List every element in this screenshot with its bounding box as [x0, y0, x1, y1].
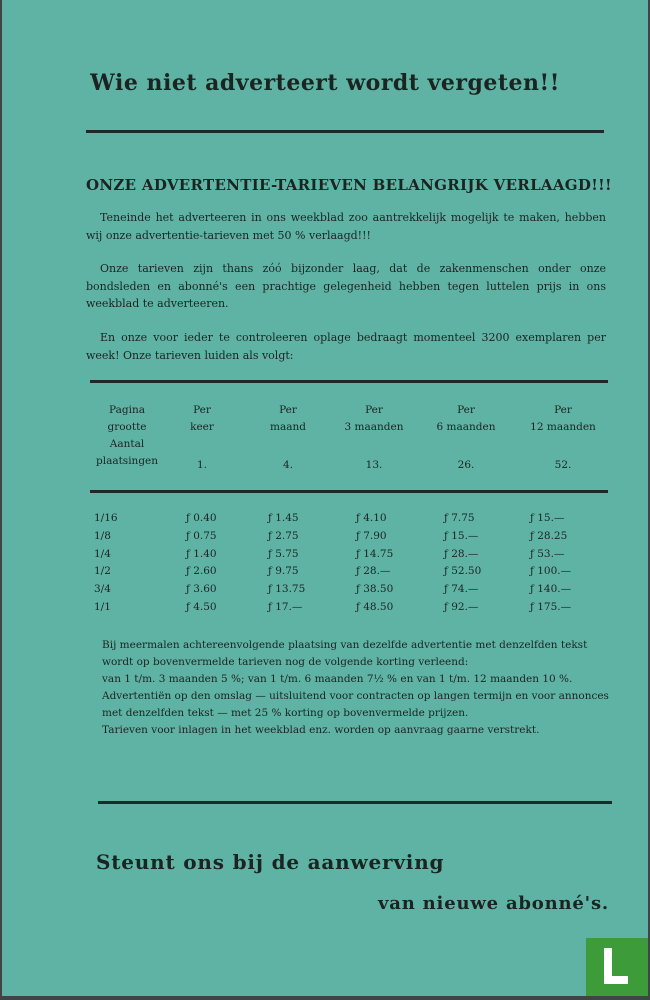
intro-paragraph-3 — [86, 329, 606, 364]
header-col-4-per: Per — [457, 404, 475, 416]
header-col-5-per: Per — [554, 404, 572, 416]
price-cell: ƒ 7.90 — [356, 529, 387, 542]
count-col-5: 52. — [554, 459, 572, 471]
count-col-2: 4. — [282, 459, 294, 471]
header-col-4-period: 6 maanden — [436, 421, 496, 433]
price-cell: ƒ 1.45 — [268, 512, 299, 524]
header-col-1-period: keer — [190, 421, 214, 433]
price-cell: ƒ 5.75 — [268, 547, 299, 560]
count-col-4: 26. — [457, 459, 475, 471]
footer-line-2: van nieuwe abonné's. — [378, 893, 609, 914]
header-row-label — [94, 402, 160, 470]
logo-letter-l — [604, 948, 628, 984]
header-grootte: grootte — [107, 421, 147, 433]
header-col-1 — [170, 402, 234, 436]
price-cell: ƒ 28.25 — [530, 529, 568, 542]
price-cell: ƒ 74.— — [444, 583, 479, 596]
page-size-cell: 1/4 — [94, 547, 111, 560]
header-col-2 — [256, 402, 320, 436]
price-cell: ƒ 28.— — [444, 547, 479, 560]
price-cell: ƒ 3.60 — [186, 583, 217, 596]
page-size-cell: 3/4 — [94, 583, 111, 596]
header-col-4 — [428, 402, 504, 436]
price-cell: ƒ 4.50 — [186, 601, 217, 613]
price-cell: ƒ 14.75 — [356, 547, 394, 560]
intro-paragraph-2-text: Onze tarieven zijn thans zóó bijzonder laag, dat de zakenmenschen onder onze bondsleden en abonné's een prachtige gelegenheid hebben tegen luttelen prijs in ons weekblad te adverteeren. — [86, 262, 606, 310]
section-title: ONZE ADVERTENTIE-TARIEVEN BELANGRIJK VERLAAGD!!! — [86, 176, 612, 194]
price-cell: ƒ 15.— — [530, 512, 565, 524]
price-cell: ƒ 2.75 — [268, 529, 299, 542]
header-col-3-period: 3 maanden — [344, 421, 404, 433]
price-cell: ƒ 53.— — [530, 547, 565, 560]
header-col-1-per: Per — [193, 404, 211, 416]
table-top-rule — [90, 380, 608, 383]
header-col-3-per: Per — [365, 404, 383, 416]
price-cell: ƒ 48.50 — [356, 601, 394, 613]
page-size-cell: 1/1 — [94, 601, 111, 613]
bottom-divider — [98, 801, 612, 804]
table-header-rule — [90, 490, 608, 493]
logo-icon — [586, 938, 648, 996]
headline: Wie niet adverteert wordt vergeten!! — [90, 70, 560, 96]
header-col-5-period: 12 maanden — [530, 421, 596, 433]
price-cell: ƒ 92.— — [444, 601, 479, 613]
header-plaatsingen: plaatsingen — [95, 455, 159, 467]
price-cell: ƒ 140.— — [530, 583, 572, 596]
price-cell: ƒ 38.50 — [356, 583, 394, 596]
header-col-3 — [338, 402, 410, 436]
count-col-3: 13. — [365, 459, 383, 471]
price-cell: ƒ 7.75 — [444, 512, 475, 524]
price-cell: ƒ 0.75 — [186, 529, 217, 542]
header-col-5 — [522, 402, 604, 436]
note-cover-ads: Advertentiën op den omslag — uitsluitend voor contracten op langen termijn en voor annonces met denzelfden tekst — met 25 % korting op bovenvermelde prijzen. — [102, 690, 609, 719]
footer-line-1: Steunt ons bij de aanwerving — [96, 850, 445, 874]
price-cell: ƒ 0.40 — [186, 512, 217, 524]
intro-paragraph-2 — [86, 260, 606, 313]
note-inserts: Tarieven voor inlagen in het weekblad enz. worden op aanvraag gaarne verstrekt. — [102, 724, 540, 736]
header-col-2-period: maand — [270, 421, 306, 433]
note-discount-levels: van 1 t/m. 3 maanden 5 %; van 1 t/m. 6 maanden 7½ % en van 1 t/m. 12 maanden 10 %. — [102, 673, 573, 685]
header-pagina: Pagina — [109, 404, 145, 416]
intro-paragraph-1 — [86, 209, 606, 244]
advertisement-page — [2, 0, 648, 996]
top-divider — [86, 130, 604, 133]
count-col-1: 1. — [196, 459, 208, 471]
intro-paragraph-3-text: En onze voor ieder te controleeren oplage bedraagt momenteel 3200 exemplaren per week! Onze tarieven luiden als volgt: — [86, 331, 606, 362]
price-cell: ƒ 15.— — [444, 529, 479, 542]
price-cell: ƒ 28.— — [356, 565, 391, 578]
price-cell: ƒ 13.75 — [268, 583, 306, 596]
intro-paragraph-1-text: Teneinde het adverteeren in ons weekblad zoo aantrekkelijk mogelijk te maken, hebben wij onze advertentie-tarieven met 50 % verlaagd!!! — [86, 211, 606, 242]
page-size-cell: 1/2 — [94, 565, 111, 578]
note-repeat-placement: Bij meermalen achtereenvolgende plaatsing van dezelfde advertentie met denzelfden tekst wordt op bovenvermelde tarieven nog de volgende korting verleend: — [102, 639, 588, 668]
header-col-2-per: Per — [279, 404, 297, 416]
price-cell: ƒ 9.75 — [268, 565, 299, 578]
price-cell: ƒ 1.40 — [186, 547, 217, 560]
price-cell: ƒ 17.— — [268, 601, 303, 613]
header-aantal: Aantal — [109, 438, 145, 450]
price-cell: ƒ 2.60 — [186, 565, 217, 578]
price-cell: ƒ 100.— — [530, 565, 572, 578]
price-cell: ƒ 52.50 — [444, 565, 482, 578]
discount-notes — [86, 637, 610, 739]
page-size-cell: 1/16 — [94, 512, 118, 524]
price-cell: ƒ 175.— — [530, 601, 572, 613]
page-size-cell: 1/8 — [94, 529, 111, 542]
price-cell: ƒ 4.10 — [356, 512, 387, 524]
